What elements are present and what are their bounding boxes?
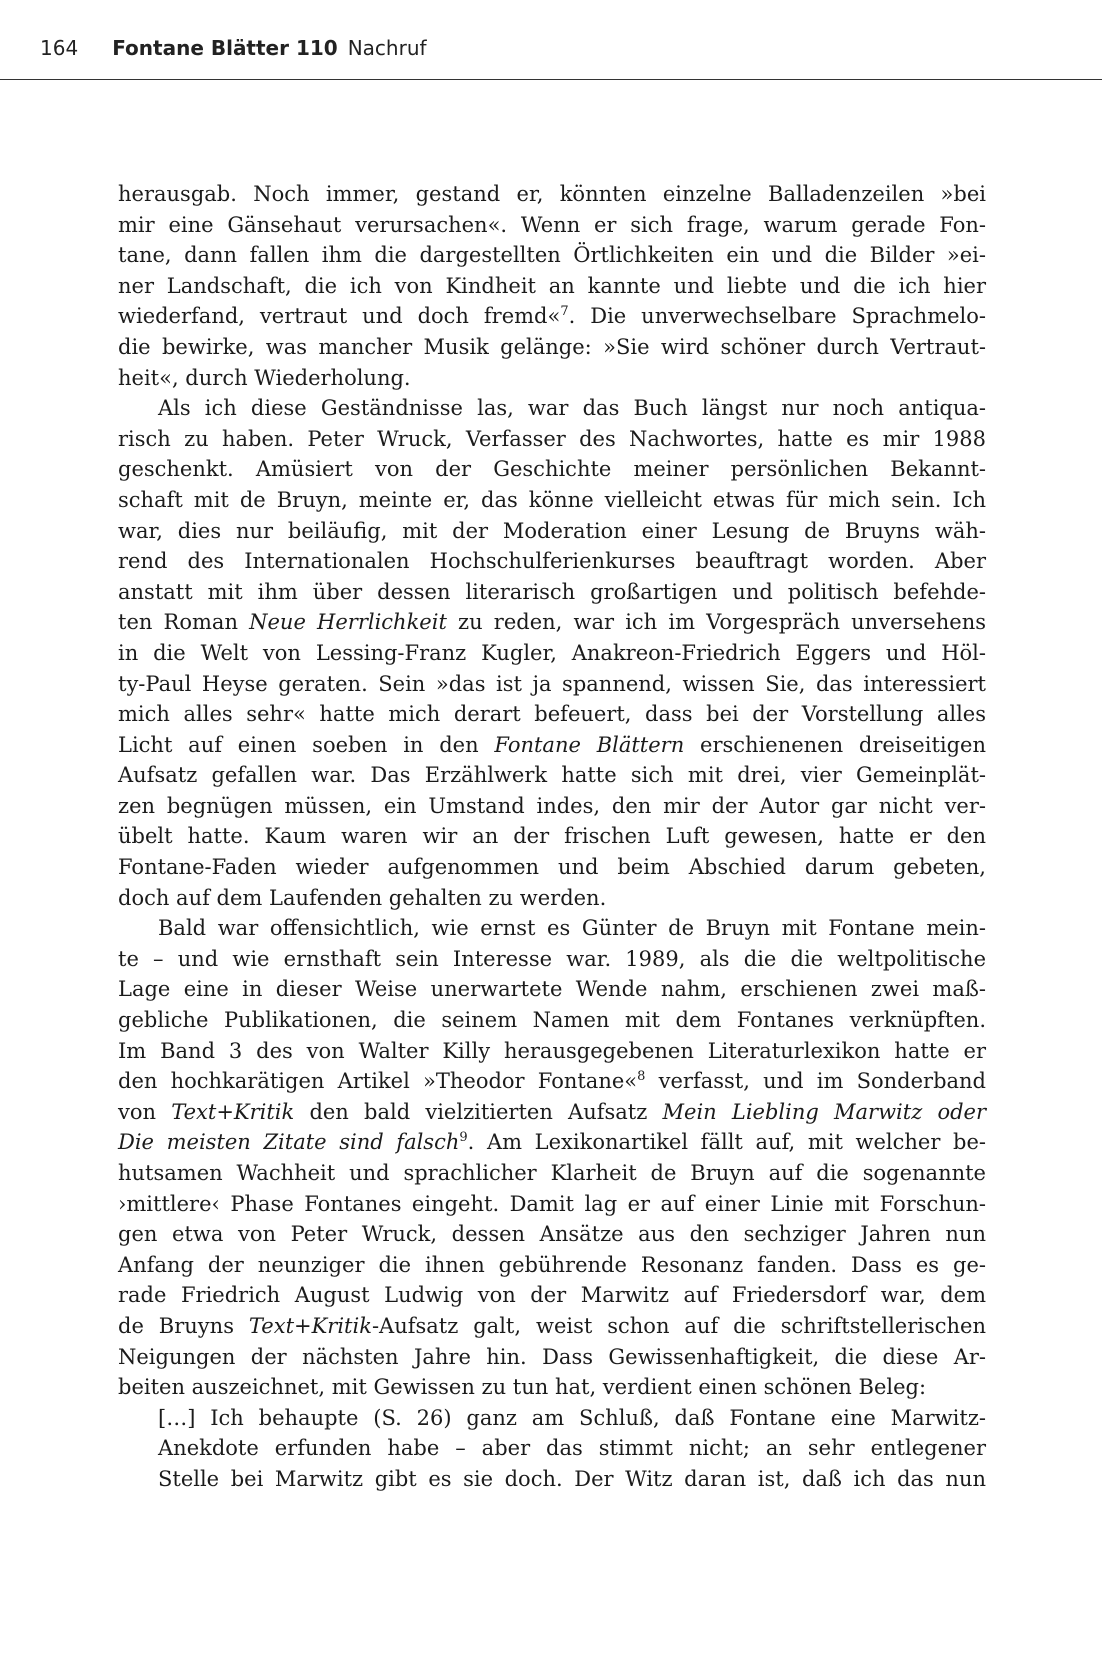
text-span: zen begnügen müssen, ein Umstand indes, den mir der Autor gar nicht ver-: [118, 793, 986, 818]
text-span: Aufsatz gefallen war. Das Erzählwerk hatte sich mit drei, vier Gemeinplät-: [118, 763, 986, 788]
text-line: [118, 730, 986, 761]
text-span: . Die unverwechselbare Sprachmelo-: [568, 304, 986, 329]
text-span: Neigungen der nächsten Jahre hin. Dass Gewissenhaftigkeit, die diese Ar-: [118, 1344, 986, 1369]
italic-text: Text+Kritik: [171, 1099, 295, 1124]
text-line: [118, 546, 986, 577]
text-line: [118, 1342, 986, 1373]
text-line: [118, 699, 986, 730]
text-span: geschenkt. Amüsiert von der Geschichte meiner persönlichen Bekannt-: [118, 457, 986, 482]
text-span: . Am Lexikonartikel fällt auf, mit welcher be-: [467, 1130, 986, 1155]
text-line: [118, 1189, 986, 1220]
text-span: te – und wie ernsthaft sein Interesse war. 1989, als die die weltpolitische: [118, 946, 986, 971]
text-line: [118, 485, 986, 516]
text-line: [118, 424, 986, 455]
text-line: [118, 1127, 986, 1158]
text-span: wiederfand, vertraut und doch fremd«: [118, 304, 561, 329]
text-line: [118, 301, 986, 332]
text-line: [118, 363, 986, 394]
text-span: verfasst, und im Sonderband: [645, 1069, 986, 1094]
text-line: [118, 974, 986, 1005]
text-line: [118, 1250, 986, 1281]
text-span: hutsamen Wachheit und sprachlicher Klarheit de Bruyn auf die sogenannte: [118, 1161, 986, 1185]
text-span: risch zu haben. Peter Wruck, Verfasser des Nachwortes, hatte es mir 1988: [118, 426, 986, 451]
text-span: Anekdote erfunden habe – aber das stimmt nicht; an sehr entlegener: [158, 1436, 986, 1461]
text-line: [118, 913, 986, 944]
text-span: von: [118, 1099, 172, 1124]
text-span: war, dies nur beiläufig, mit der Moderation einer Lesung de Bruyns wäh-: [118, 518, 986, 543]
text-line: [118, 760, 986, 791]
text-span: rade Friedrich August Ludwig von der Marwitz auf Friedersdorf war, dem: [118, 1283, 986, 1308]
text-line: [118, 271, 986, 302]
text-span: anstatt mit ihm über dessen literarisch großartigen und politisch befehde-: [118, 579, 986, 604]
text-span: mich alles sehr« hatte mich derart befeuert, dass bei der Vorstellung alles: [118, 702, 986, 727]
text-span: gen etwa von Peter Wruck, dessen Ansätze aus den sechziger Jahren nun: [118, 1222, 986, 1247]
text-line: [118, 791, 986, 822]
text-span: Fontane-Faden wieder aufgenommen und beim Abschied darum gebeten,: [118, 855, 986, 880]
text-line: [118, 1433, 986, 1464]
text-line: [118, 1280, 986, 1311]
text-span: schaft mit de Bruyn, meinte er, das könne vielleicht etwas für mich sein. Ich: [118, 487, 986, 512]
text-line: [118, 1066, 986, 1097]
text-span: Stelle bei Marwitz gibt es sie doch. Der Witz daran ist, daß ich das nun: [158, 1466, 986, 1491]
text-span: Licht auf einen soeben in den: [118, 732, 495, 757]
text-line: [118, 1158, 986, 1189]
footnote-ref: 8: [637, 1069, 646, 1085]
text-line: [118, 607, 986, 638]
text-line: [118, 577, 986, 608]
body-text: [118, 179, 986, 1495]
text-span: […] Ich behaupte (S. 26) ganz am Schluß, daß Fontane eine Marwitz-: [158, 1405, 986, 1430]
text-line: [118, 516, 986, 547]
footnote-ref: 7: [560, 304, 569, 320]
text-span: ten Roman: [118, 610, 250, 635]
italic-text: Fontane Blättern: [494, 732, 685, 757]
text-line: [118, 1403, 986, 1434]
text-line: [118, 669, 986, 700]
text-span: -Aufsatz galt, weist schon auf die schriftstellerischen: [371, 1313, 986, 1338]
text-line: [118, 944, 986, 975]
text-span: doch auf dem Laufenden gehalten zu werden.: [118, 885, 607, 910]
text-span: beiten auszeichnet, mit Gewissen zu tun hat, verdient einen schönen Beleg:: [118, 1375, 927, 1400]
text-span: Bald war offensichtlich, wie ernst es Günter de Bruyn mit Fontane mein-: [158, 916, 986, 941]
text-span: zu reden, war ich im Vorgespräch unversehens: [446, 610, 986, 635]
text-span: Anfang der neunziger die ihnen gebührende Resonanz fanden. Dass es ge-: [118, 1252, 986, 1277]
text-line: [118, 1464, 986, 1495]
page-number: 164: [40, 36, 79, 60]
text-span: ty-Paul Heyse geraten. Sein »das ist ja spannend, wissen Sie, das interessiert: [118, 671, 986, 696]
text-line: [118, 179, 986, 210]
text-span: Im Band 3 des von Walter Killy herausgegebenen Literaturlexikon hatte er: [118, 1038, 986, 1063]
text-line: [118, 240, 986, 271]
italic-text: Text+Kritik: [248, 1313, 372, 1338]
italic-text: Die meisten Zitate sind falsch: [118, 1130, 460, 1155]
text-line: [118, 1219, 986, 1250]
text-span: ›mittlere‹ Phase Fontanes eingeht. Damit lag er auf einer Linie mit Forschun-: [118, 1191, 986, 1216]
text-span: herausgab. Noch immer, gestand er, könnten einzelne Balladenzeilen »bei: [118, 182, 986, 206]
running-header: [0, 0, 1102, 80]
text-line: [118, 852, 986, 883]
text-line: [118, 332, 986, 363]
text-span: erschienenen dreiseitigen: [684, 732, 986, 757]
text-span: ner Landschaft, die ich von Kindheit an kannte und liebte und die ich hier: [118, 273, 986, 298]
text-line: [118, 883, 986, 914]
text-line: [118, 210, 986, 241]
text-span: de Bruyns: [118, 1313, 249, 1338]
text-span: Als ich diese Geständnisse las, war das Buch längst nur noch antiqua-: [158, 396, 986, 421]
text-span: gebliche Publikationen, die seinem Namen mit dem Fontanes verknüpften.: [118, 1008, 986, 1033]
text-span: mir eine Gänsehaut verursachen«. Wenn er sich frage, warum gerade Fon-: [118, 212, 986, 237]
text-span: übelt hatte. Kaum waren wir an der frischen Luft gewesen, hatte er den: [118, 824, 986, 849]
text-line: [118, 1005, 986, 1036]
text-span: die bewirke, was mancher Musik gelänge: »Sie wird schöner durch Vertraut-: [118, 334, 986, 359]
text-span: rend des Internationalen Hochschulferienkurses beauftragt worden. Aber: [118, 549, 986, 574]
text-line: [118, 638, 986, 669]
text-span: tane, dann fallen ihm die dargestellten Örtlichkeiten ein und die Bilder »ei-: [118, 243, 986, 268]
text-line: [118, 1311, 986, 1342]
italic-text: Mein Liebling Marwitz oder: [662, 1099, 986, 1124]
footnote-ref: 9: [459, 1130, 468, 1146]
text-span: den bald vielzitierten Aufsatz: [294, 1099, 663, 1124]
text-line: [118, 454, 986, 485]
text-line: [118, 393, 986, 424]
italic-text: Neue Herrlichkeit: [249, 610, 447, 635]
text-span: Lage eine in dieser Weise unerwartete Wende nahm, erschienen zwei maß-: [118, 977, 986, 1002]
header-text: [40, 36, 427, 60]
text-span: heit«, durch Wiederholung.: [118, 365, 411, 390]
section-title: Nachruf: [347, 36, 427, 60]
text-line: [118, 1036, 986, 1067]
text-span: den hochkarätigen Artikel »Theodor Fontane«: [118, 1069, 638, 1094]
text-line: [118, 1372, 986, 1403]
journal-title: Fontane Blätter 110: [112, 36, 338, 60]
text-line: [118, 1097, 986, 1128]
text-span: in die Welt von Lessing-Franz Kugler, Anakreon-Friedrich Eggers und Höl-: [118, 640, 986, 665]
text-line: [118, 821, 986, 852]
